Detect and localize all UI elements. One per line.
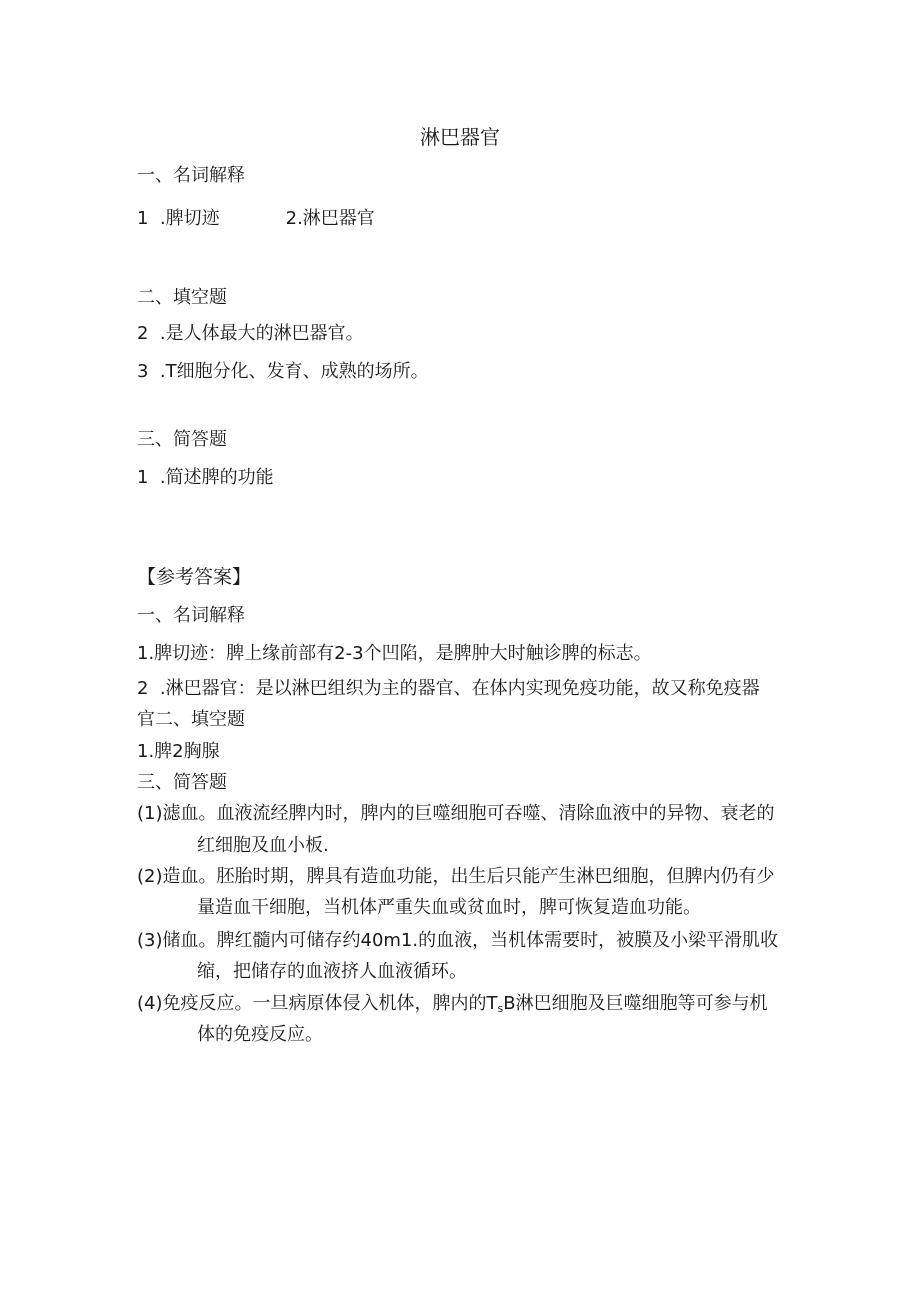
answers-section-3-heading: 三、简答题 bbox=[137, 772, 227, 793]
answer-q1-line-1: (1)滤血。血液流经脾内时，脾内的巨噬细胞可吞噬、清除血液中的异物、衰老的 bbox=[137, 803, 775, 824]
answer-q4-line-2: 体的免疫反应。 bbox=[197, 1024, 323, 1045]
answer-q3-line-2: 缩，把储存的血液挤人血液循环。 bbox=[197, 961, 467, 982]
answer-q4-text-a: (4)免疫反应。一旦病原体侵入机体，脾内的T bbox=[137, 993, 498, 1014]
answer-q1-line-2: 红细胞及血小板. bbox=[197, 835, 329, 856]
term-item-1: 1 .脾切迹 bbox=[137, 208, 220, 229]
section-1-heading: 一、名词解释 bbox=[137, 165, 245, 186]
section-3-heading: 三、简答题 bbox=[137, 429, 227, 450]
short-answer-item-1: 1 .简述脾的功能 bbox=[137, 467, 274, 488]
answer-term-2-line-2: 官二、填空题 bbox=[137, 709, 245, 730]
term-item-2: 2.淋巴器官 bbox=[285, 208, 375, 229]
fill-item-2: 3 .T细胞分化、发育、成熟的场所。 bbox=[137, 361, 429, 382]
answers-section-1-heading: 一、名词解释 bbox=[137, 605, 245, 626]
document-title: 淋巴器官 bbox=[420, 125, 500, 149]
fill-item-1: 2 .是人体最大的淋巴器官。 bbox=[137, 323, 364, 344]
answer-q4-line-1 bbox=[137, 992, 768, 1021]
answer-fill: 1.脾2胸腺 bbox=[137, 741, 220, 762]
answer-q3-line-1: (3)储血。脾红髓内可储存约40m1.的血液，当机体需要时，被膜及小梁平滑肌收 bbox=[137, 930, 779, 951]
answers-heading: 【参考答案】 bbox=[137, 566, 252, 588]
answer-term-2-line-1: 2 .淋巴器官：是以淋巴组织为主的器官、在体内实现免疫功能，故又称免疫器 bbox=[137, 678, 760, 699]
answer-q4-subscript: s bbox=[497, 1002, 504, 1015]
answer-q2-line-1: (2)造血。胚胎时期，脾具有造血功能，出生后只能产生淋巴细胞，但脾内仍有少 bbox=[137, 866, 775, 887]
section-2-heading: 二、填空题 bbox=[137, 287, 227, 308]
answer-q2-line-2: 量造血干细胞，当机体严重失血或贫血时，脾可恢复造血功能。 bbox=[197, 897, 701, 918]
answer-term-1: 1.脾切迹：脾上缘前部有2-3个凹陷，是脾肿大时触诊脾的标志。 bbox=[137, 643, 652, 664]
answer-q4-text-b: B淋巴细胞及巨噬细胞等可参与机 bbox=[503, 993, 768, 1014]
section-1-items bbox=[137, 207, 375, 231]
